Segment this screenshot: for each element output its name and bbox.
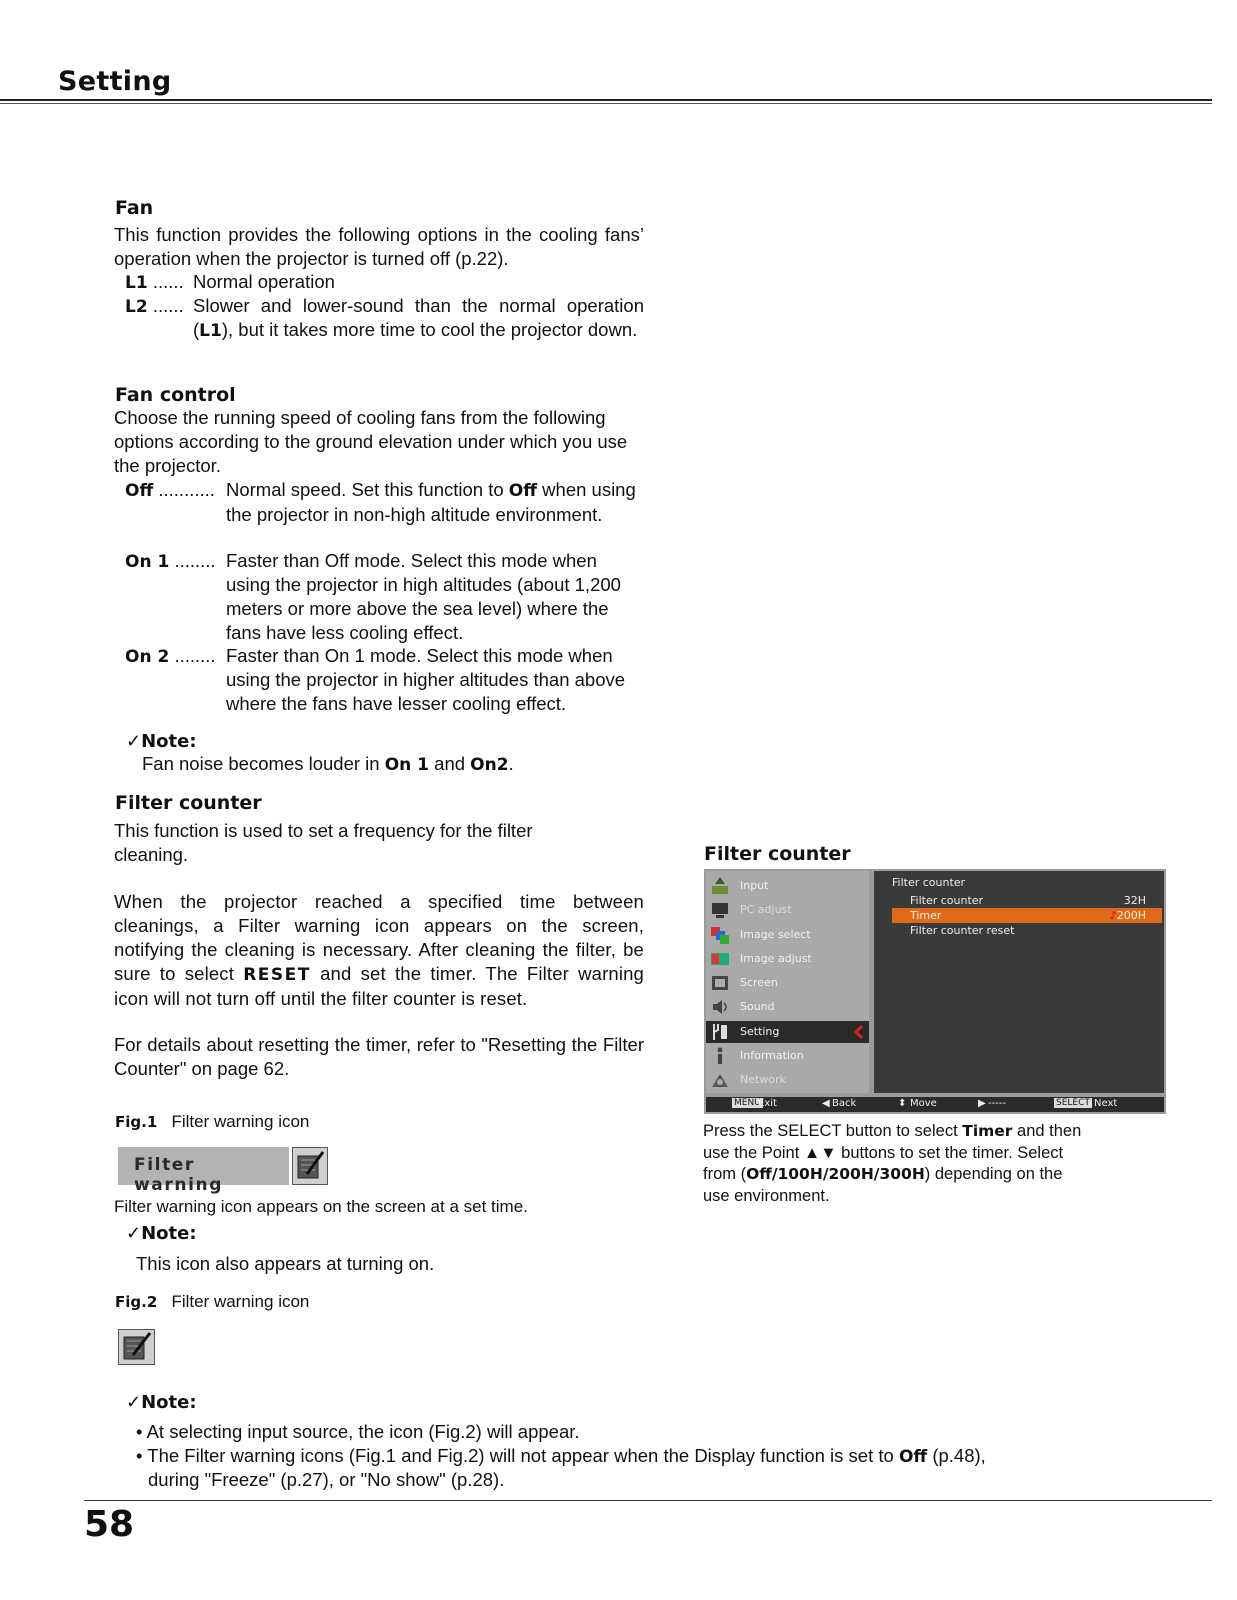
fan-control-off-desc: Normal speed. Set this function to Off when using the projector in non-high altitude environment.	[226, 479, 636, 525]
pc-adjust-icon	[710, 900, 730, 920]
submenu-title: Filter counter	[892, 876, 966, 889]
fan-intro: This function provides the following options in the cooling fans’ operation when the projector is turned off (p.22).	[114, 224, 644, 269]
submenu-row-filter-counter-reset[interactable]: Filter counter reset	[910, 924, 1015, 937]
menu-item-pc-adjust[interactable]: PC adjust	[706, 899, 869, 921]
submenu-row-timer[interactable]: Timer ♪200H	[892, 908, 1162, 923]
bottom-note-title: ✓Note:	[126, 1392, 197, 1413]
filter-warning-banner-text: Filter warning	[134, 1155, 223, 1195]
menu-item-input[interactable]: Input	[706, 875, 869, 897]
timer-adjust-icon: ♪	[1109, 909, 1117, 922]
fan-control-note-title: ✓Note:	[126, 731, 197, 752]
menu-item-network[interactable]: Network	[706, 1069, 869, 1091]
fan-option-l1-term: L1 ......	[125, 271, 184, 293]
guide-exit: Exit	[758, 1098, 777, 1109]
bottom-note-bullet-2: • The Filter warning icons (Fig.1 and Fig.2) will not appear when the Display function is set to Off (p.48),	[136, 1445, 986, 1467]
menu-key-badge: MENU	[734, 1098, 761, 1108]
image-adjust-icon	[710, 949, 730, 969]
on-screen-menu	[704, 869, 1166, 1114]
check-icon: ✓	[126, 731, 142, 751]
setting-icon	[710, 1022, 730, 1042]
information-icon	[710, 1046, 730, 1066]
menu-screenshot-title: Filter counter	[704, 843, 851, 865]
screen-icon	[710, 973, 730, 993]
fan-control-off-term: Off ...........	[125, 479, 215, 501]
filter-counter-p1: This function is used to set a frequency for the filter cleaning.	[114, 820, 533, 865]
fan-control-on2-desc: Faster than On 1 mode. Select this mode when using the projector in higher altitudes than above where the fans have lesser cooling effect.	[226, 645, 626, 714]
submenu-row-filter-counter[interactable]: Filter counter 32H	[910, 894, 1146, 907]
fan-control-on1-desc: Faster than Off mode. Select this mode when using the projector in high altitudes (about 1,200 meters or more above the sea level) where the fans have less cooling effect.	[226, 550, 621, 643]
fan-control-heading: Fan control	[115, 384, 236, 406]
header-rule	[0, 99, 1212, 101]
fig2-caption: Fig.2 Filter warning icon	[115, 1292, 310, 1311]
back-arrow-icon: ◀	[822, 1098, 830, 1109]
menu-item-setting[interactable]: Setting	[706, 1021, 869, 1043]
fig-note-text: This icon also appears at turning on.	[136, 1253, 435, 1274]
fig-note-title: ✓Note:	[126, 1223, 197, 1244]
filter-warning-small-icon	[118, 1329, 155, 1365]
input-icon	[710, 876, 730, 896]
guide-next: Next	[1094, 1098, 1118, 1109]
filter-warning-icon	[292, 1147, 328, 1185]
guide-next-dashes: -----	[988, 1098, 1007, 1109]
menu-item-image-select[interactable]: Image select	[706, 924, 869, 946]
check-icon: ✓	[126, 1392, 142, 1412]
menu-submenu-panel	[874, 871, 1164, 1093]
fan-control-intro: Choose the running speed of cooling fans from the following options according to the ground elevation under which you use the projector.	[114, 407, 628, 476]
guide-move: Move	[910, 1098, 937, 1109]
menu-item-image-adjust[interactable]: Image adjust	[706, 948, 869, 970]
network-icon	[710, 1070, 730, 1090]
menu-guide-bar	[706, 1097, 1164, 1112]
header-rule-thin	[0, 103, 1212, 104]
right-arrow-icon: ▶	[978, 1098, 986, 1109]
timer-value: ♪200H	[1109, 909, 1146, 922]
menu-item-information[interactable]: Information	[706, 1045, 869, 1067]
chevron-left-icon	[853, 1025, 865, 1039]
bottom-note-bullet-2-cont: during "Freeze" (p.27), or "No show" (p.28).	[148, 1469, 505, 1490]
image-select-icon	[710, 925, 730, 945]
fan-control-on1-term: On 1 ........	[125, 550, 216, 572]
filter-counter-heading: Filter counter	[115, 792, 262, 814]
move-arrows-icon: ⬍	[898, 1098, 907, 1109]
fan-control-on2-term: On 2 ........	[125, 645, 216, 667]
filter-counter-p3: For details about resetting the timer, refer to "Resetting the Filter Counter" on page 62.	[114, 1034, 644, 1079]
sound-icon	[710, 997, 730, 1017]
fan-control-note-text: Fan noise becomes louder in On 1 and On2.	[142, 753, 514, 775]
guide-back: Back	[832, 1098, 857, 1109]
fan-option-l2-term: L2 ......	[125, 295, 184, 317]
page-section-title: Setting	[58, 66, 172, 97]
select-key-badge: SELECT	[1056, 1098, 1090, 1108]
filter-counter-p2: When the projector reached a specified time between cleanings, a Filter warning icon appears on the screen, notifying the cleaning is necessary. After cleaning the filter, be sure to select RESET and set the timer. The Filter warning icon will not turn off until the filter counter is reset.	[114, 891, 644, 1009]
page-number: 58	[84, 1504, 135, 1545]
check-icon: ✓	[126, 1223, 142, 1243]
fig1-note: Filter warning icon appears on the screen at a set time.	[114, 1197, 528, 1216]
filter-warning-banner	[118, 1147, 289, 1195]
menu-item-sound[interactable]: Sound	[706, 996, 869, 1018]
menu-category-list	[706, 871, 869, 1093]
bottom-note-bullet-1: • At selecting input source, the icon (Fig.2) will appear.	[136, 1421, 580, 1442]
menu-item-screen[interactable]: Screen	[706, 972, 869, 994]
footer-rule	[84, 1500, 1212, 1501]
menu-caption: Press the SELECT button to select Timer and then use the Point ▲▼ buttons to set the timer. Select from (Off/100H/200H/300H) depending on the use environment.	[703, 1122, 1082, 1205]
fan-option-l1-desc: Normal operation	[193, 271, 335, 292]
fan-heading: Fan	[115, 197, 154, 219]
fan-option-l2-desc: Slower and lower-sound than the normal operation (L1), but it takes more time to cool the projector down.	[193, 295, 644, 341]
fig1-caption: Fig.1 Filter warning icon	[115, 1112, 310, 1131]
